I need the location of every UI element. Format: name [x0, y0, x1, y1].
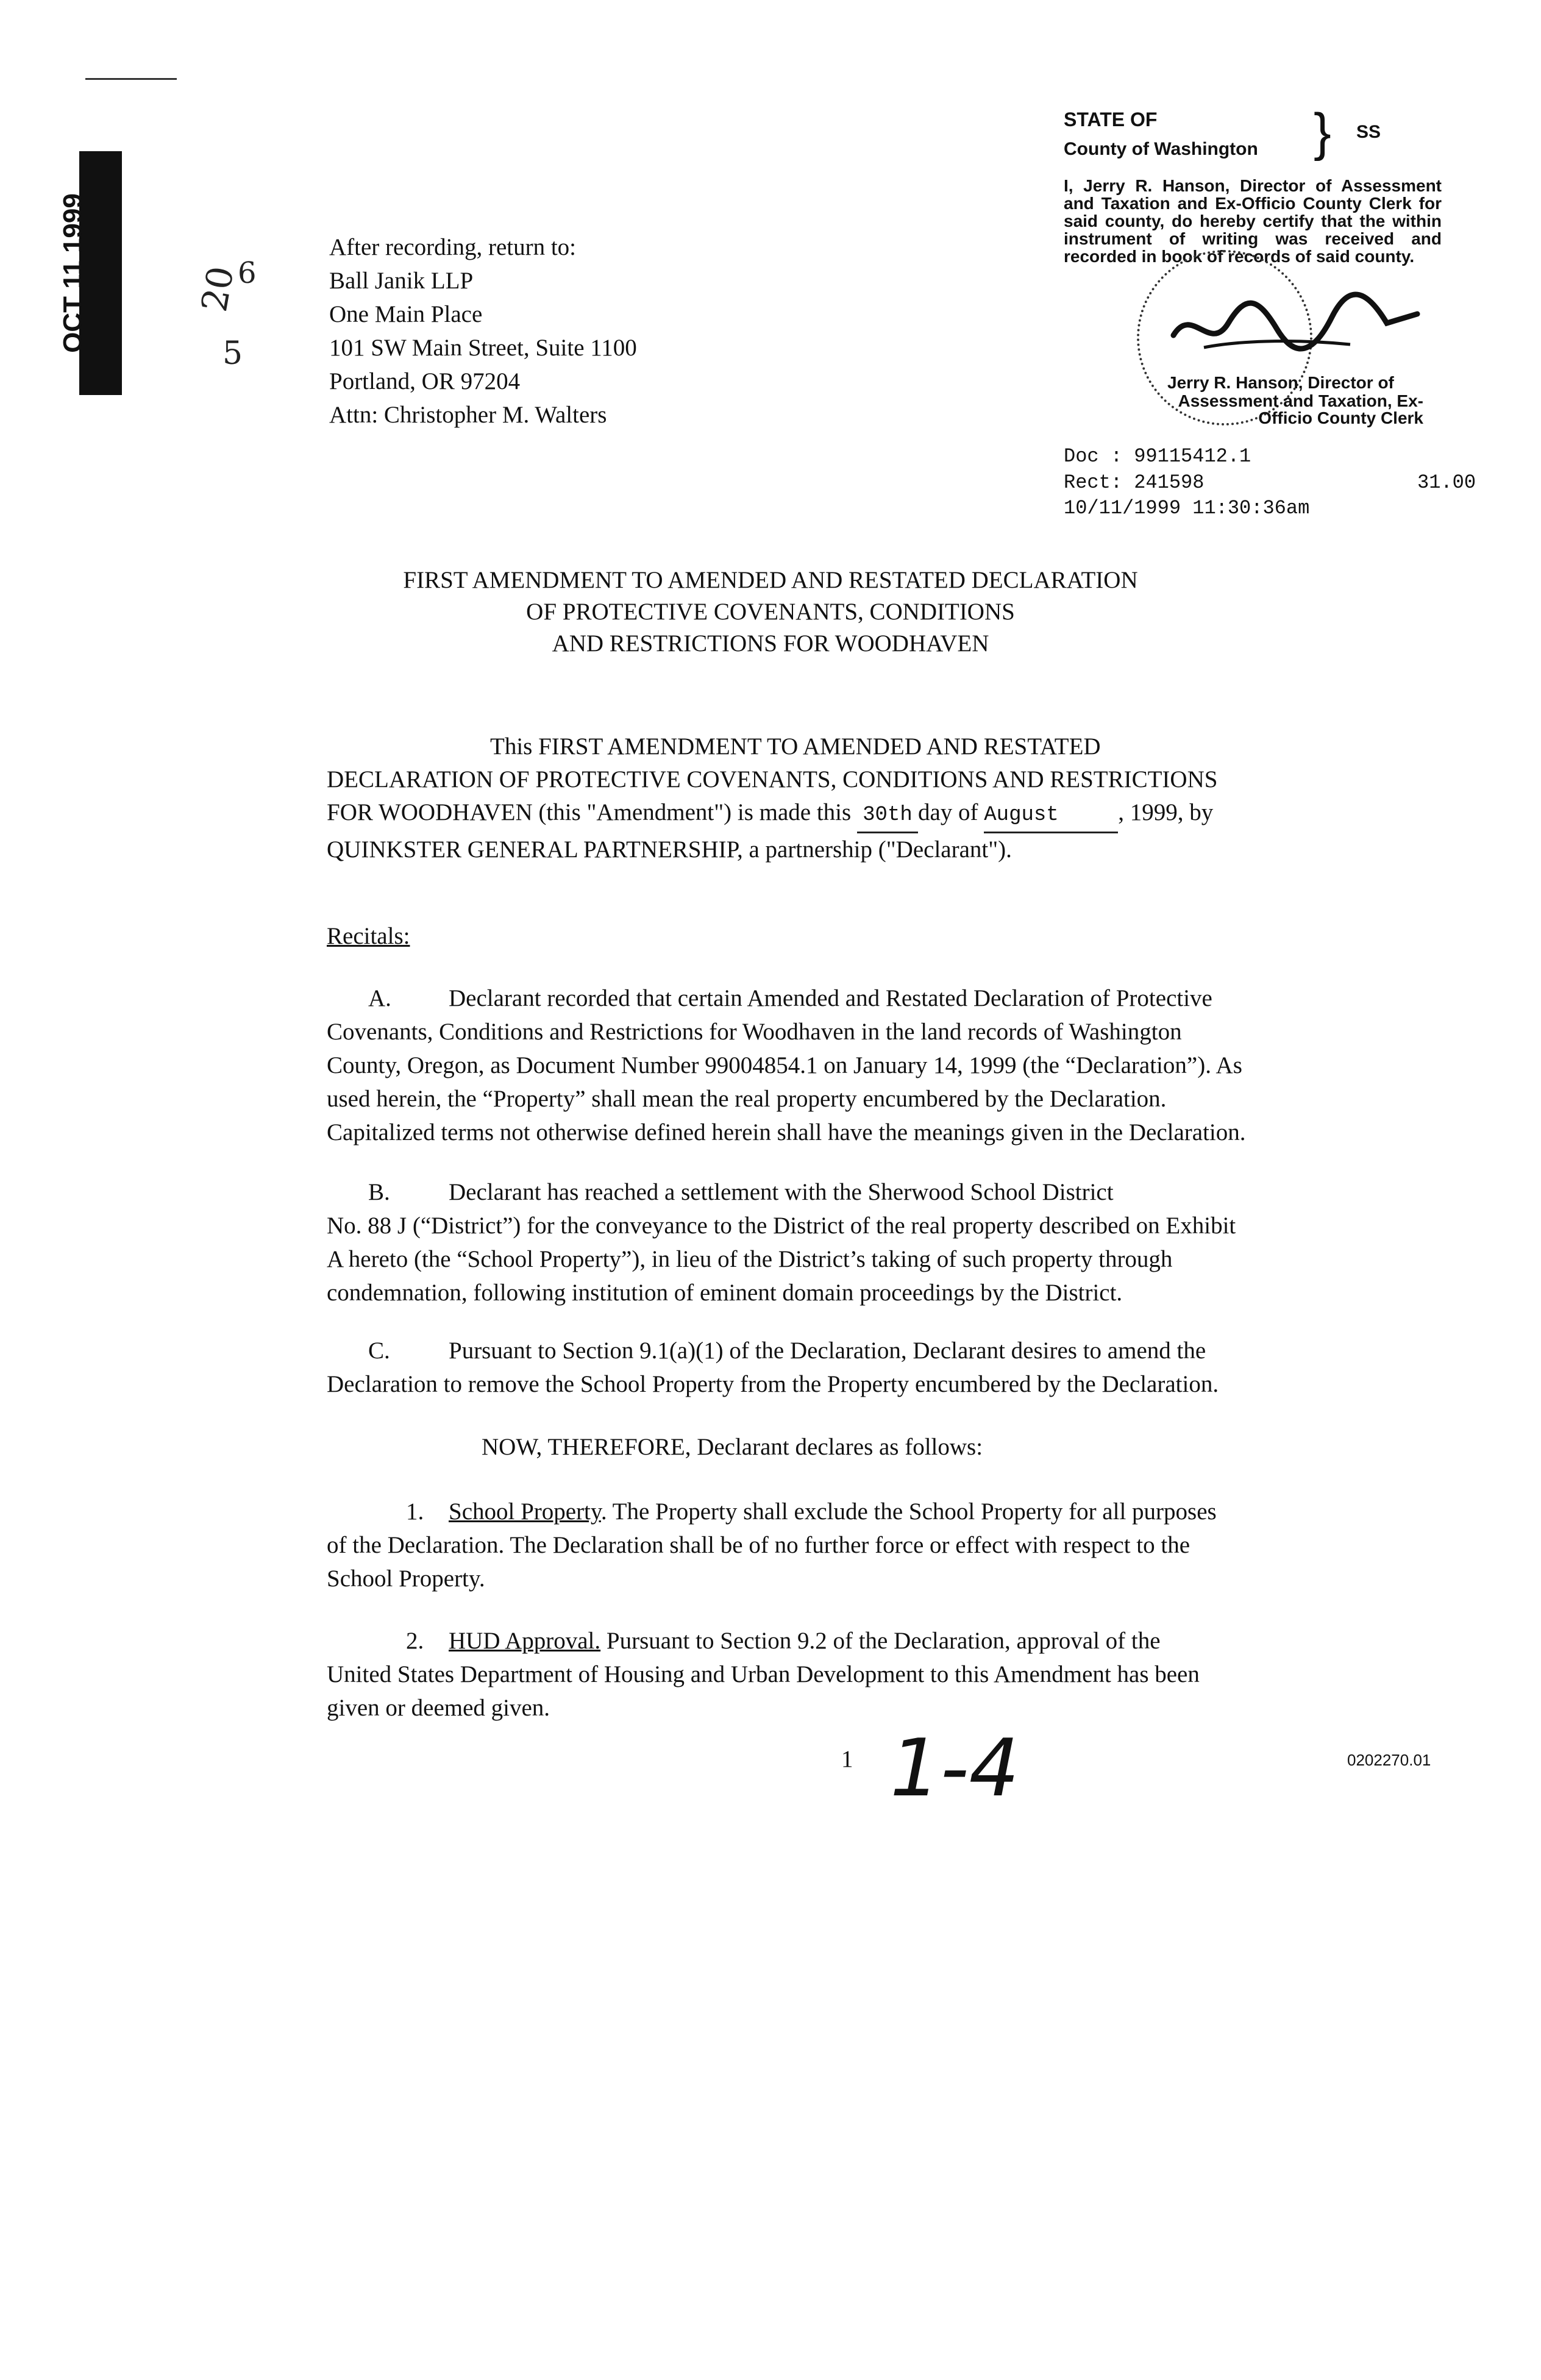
recital-c: [327, 1334, 1393, 1401]
intro-day-field: 30th: [857, 799, 918, 833]
margin-note-left: 20: [193, 263, 242, 315]
recital-c-letter: C.: [368, 1338, 390, 1364]
recital-b-letter: B.: [368, 1179, 390, 1205]
section-2-heading: HUD Approval.: [449, 1628, 601, 1654]
return-address-block: [329, 230, 878, 432]
recital-a: [327, 982, 1393, 1149]
recital-b-line-3: A hereto (the “School Property”), in lieu of the District’s taking of such property through: [327, 1246, 1173, 1272]
margin-note-sub: 5: [222, 335, 243, 372]
recital-b-line-2: No. 88 J (“District”) for the conveyance to the District of the real property described on Exhibit: [327, 1213, 1236, 1239]
rect-label: Rect:: [1064, 471, 1123, 494]
title-line-1: FIRST AMENDMENT TO AMENDED AND RESTATED DECLARATION: [403, 567, 1138, 593]
intro-line-1: This FIRST AMENDMENT TO AMENDED AND RESTATED: [490, 733, 1101, 760]
handwritten-page-count: 1-4: [890, 1722, 1020, 1814]
intro-line-4: QUINKSTER GENERAL PARTNERSHIP, a partnership ("Declarant").: [327, 836, 1012, 863]
section-1-number: 1.: [406, 1498, 424, 1525]
return-heading: After recording, return to:: [329, 234, 577, 260]
section-2-line-3: given or deemed given.: [327, 1695, 550, 1721]
side-stamp-text: OCT 11 1999: [58, 193, 88, 353]
title-line-3: AND RESTRICTIONS FOR WOODHAVEN: [552, 630, 989, 657]
intro-line-3-after: , 1999, by: [1118, 799, 1214, 825]
return-line-city: Portland, OR 97204: [329, 368, 521, 394]
side-date-stamp: [43, 151, 122, 395]
doc-number: 99115412.1: [1134, 445, 1251, 468]
recital-a-first-line: [327, 982, 1393, 1015]
section-1-first: . The Property shall exclude the School Property for all purposes: [600, 1498, 1217, 1525]
recitals-heading: Recitals:: [327, 923, 410, 949]
stamp-timestamp: 10/11/1999 11:30:36am: [1064, 497, 1310, 519]
margin-handwritten-note: [195, 232, 268, 439]
intro-month-field: August: [984, 799, 1118, 833]
stamp-rect-line: [1064, 471, 1490, 494]
fee-amount: 31.00: [1417, 471, 1476, 494]
margin-note-right: 6: [238, 256, 257, 290]
recital-c-first: Pursuant to Section 9.1(a)(1) of the Declaration, Declarant desires to amend the: [449, 1338, 1206, 1364]
section-1-heading: School Property: [449, 1498, 601, 1525]
recording-stamp: [1064, 98, 1503, 536]
intro-line-3-mid: day of: [917, 799, 978, 825]
recital-c-first-line: [327, 1334, 1393, 1367]
doc-label: Doc :: [1064, 445, 1123, 468]
section-1-first-line: [327, 1495, 1393, 1528]
return-line-firm: Ball Janik LLP: [329, 268, 474, 294]
stamp-state: STATE OF: [1064, 109, 1158, 130]
stamp-ss: SS: [1356, 122, 1381, 142]
section-2-number: 2.: [406, 1628, 424, 1654]
recital-a-line-4: used herein, the “Property” shall mean the real property encumbered by the Declaration.: [327, 1086, 1167, 1112]
stamp-signer-name: Jerry R. Hanson, Director of: [1167, 373, 1394, 392]
section-2-line-2: United States Department of Housing and Urban Development to this Amendment has been: [327, 1661, 1200, 1687]
section-1-line-3: School Property.: [327, 1566, 485, 1592]
recital-c-line-2: Declaration to remove the School Property from the Property encumbered by the Declaration.: [327, 1371, 1219, 1397]
stamp-brace: }: [1314, 103, 1331, 162]
intro-line-3: [327, 796, 1393, 833]
section-1: [327, 1495, 1393, 1595]
rect-number: 241598: [1134, 471, 1205, 494]
section-1-line-2: of the Declaration. The Declaration shall be of no further force or effect with respect to the: [327, 1532, 1190, 1558]
recital-b: [327, 1175, 1393, 1309]
stamp-county: County of Washington: [1064, 139, 1258, 159]
document-title: [0, 565, 1541, 660]
recital-a-letter: A.: [368, 985, 391, 1011]
recital-a-line-3: County, Oregon, as Document Number 99004854.1 on January 14, 1999 (the “Declaration”). As: [327, 1052, 1242, 1078]
title-line-2: OF PROTECTIVE COVENANTS, CONDITIONS: [526, 599, 1015, 625]
return-line-building: One Main Place: [329, 301, 483, 327]
page-number: 1: [841, 1746, 853, 1772]
recital-a-first: Declarant recorded that certain Amended and Restated Declaration of Protective: [449, 985, 1212, 1011]
scan-edge-line: [85, 78, 177, 80]
intro-line-3-before: FOR WOODHAVEN (this "Amendment") is made this: [327, 799, 852, 825]
section-2-first: Pursuant to Section 9.2 of the Declaration, approval of the: [600, 1628, 1161, 1654]
return-line-attn: Attn: Christopher M. Walters: [329, 402, 607, 428]
recital-b-first: Declarant has reached a settlement with the Sherwood School District: [449, 1179, 1114, 1205]
stamp-signer-title: Assessment and Taxation, Ex-Officio County Clerk: [1178, 391, 1423, 427]
section-2: [327, 1624, 1393, 1725]
recital-a-line-5: Capitalized terms not otherwise defined herein shall have the meanings given in the Declaration.: [327, 1119, 1246, 1145]
stamp-certification: I, Jerry R. Hanson, Director of Assessment and Taxation and Ex-Officio County Clerk for said county, do hereby certify that the within instrument of writing was received and recorded in book of records of said county.: [1064, 176, 1442, 266]
intro-paragraph: [327, 730, 1393, 866]
document-code: 0202270.01: [1347, 1751, 1431, 1769]
stamp-doc-line: [1064, 445, 1251, 468]
return-line-street: 101 SW Main Street, Suite 1100: [329, 335, 637, 361]
clerk-signature: [1167, 280, 1423, 366]
recital-b-first-line: [327, 1175, 1393, 1209]
recital-b-line-4: condemnation, following institution of eminent domain proceedings by the District.: [327, 1280, 1123, 1306]
section-2-first-line: [327, 1624, 1393, 1658]
intro-line-2: DECLARATION OF PROTECTIVE COVENANTS, CONDITIONS AND RESTRICTIONS: [327, 766, 1218, 793]
now-therefore: NOW, THEREFORE, Declarant declares as follows:: [482, 1434, 983, 1460]
recital-a-line-2: Covenants, Conditions and Restrictions for Woodhaven in the land records of Washington: [327, 1019, 1182, 1045]
